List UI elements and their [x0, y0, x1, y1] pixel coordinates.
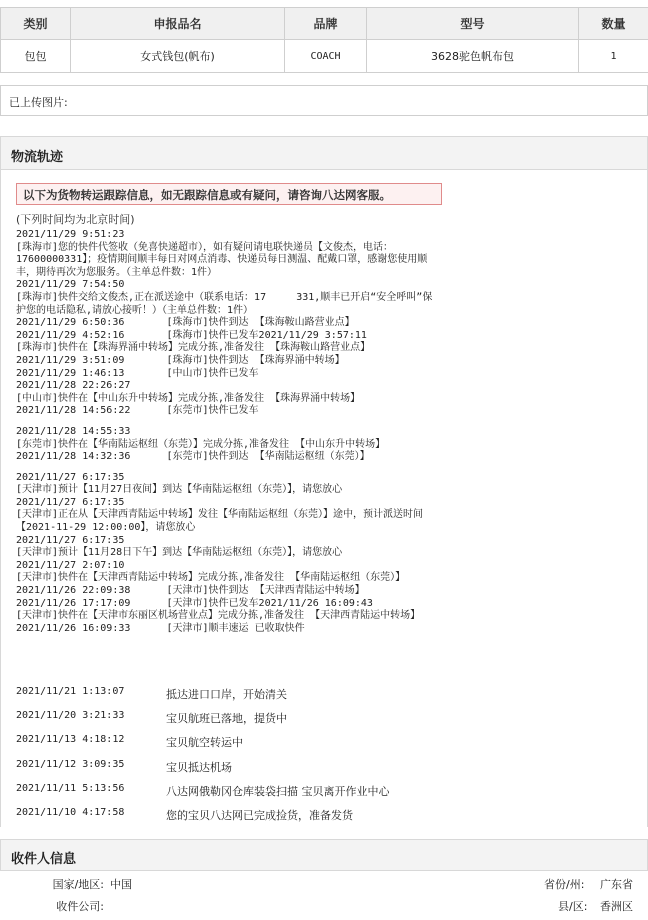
log-line: [天津市]快件在【天津市东丽区机场营业点】完成分拣,准备发往 【天津西青陆运中转场】 [16, 610, 421, 622]
header-brand: 品牌 [285, 8, 367, 40]
event-text: 您的宝贝八达网已完成捡货，准备发货 [166, 808, 353, 822]
event-text: 宝贝抵达机场 [166, 760, 232, 774]
list-item [16, 759, 576, 783]
country-value: 中国 [110, 878, 132, 891]
receiver-row-country [0, 876, 648, 898]
receiver-section-header [0, 839, 648, 871]
log-line: 2021/11/28 14:32:36 [东莞市]快件到达 【华南陆运枢纽（东莞）】 [16, 451, 370, 463]
log-line: 2021/11/27 2:07:10 [16, 559, 125, 571]
tracking-notice: 以下为货物转运跟踪信息，如无跟踪信息或有疑问，请咨询八达网客服。 [16, 183, 442, 205]
log-line: 2021/11/28 14:56:22 [东莞市]快件已发车 [16, 405, 259, 417]
header-model: 型号 [367, 8, 579, 40]
uploaded-images-row [0, 85, 648, 116]
log-line: 2021/11/26 16:09:33 [天津市]顺丰速运 已收取快件 [16, 622, 305, 634]
cell-product-name: 女式钱包(帆布) [71, 40, 285, 73]
log-line: 2021/11/29 3:51:09 [珠海市]快件到达 【珠海界涌中转场】 [16, 354, 345, 366]
log-line: 2021/11/29 9:51:23 [16, 229, 125, 240]
event-text: 宝贝航班已落地，提货中 [166, 712, 287, 726]
list-item [16, 783, 576, 807]
log-line: [珠海市]您的快件代签收（免喜快递超市），如有疑问请电联快递员【文俊杰，电话： [16, 241, 394, 253]
table-row [1, 40, 648, 73]
timezone-note: (下列时间均为北京时间) [16, 213, 135, 226]
declaration-header-row [1, 8, 648, 40]
event-time: 2021/11/12 3:09:35 [16, 758, 125, 770]
log-line: [天津市]预计【11月28日下午】到达【华南陆运枢纽（东莞）】，请您放心 [16, 547, 343, 559]
company-label: 收件公司: [56, 900, 104, 913]
logistics-title: 物流轨迹 [11, 150, 64, 165]
logistics-section-header [0, 136, 648, 170]
event-time: 2021/11/21 1:13:07 [16, 686, 125, 697]
log-line: 丰，期待再次为您服务。（主单总件数：1件） [16, 266, 218, 278]
log-line: 2021/11/27 6:17:35 [16, 471, 125, 483]
header-category: 类别 [1, 8, 71, 40]
declaration-table [0, 7, 648, 73]
event-text: 抵达进口口岸，开始清关 [166, 688, 287, 701]
log-line: [珠海市]快件在【珠海界涌中转场】完成分拣,准备发往 【珠海鞍山路营业点】 [16, 342, 371, 354]
country-label: 国家/地区: [52, 878, 104, 891]
receiver-title: 收件人信息 [11, 852, 77, 867]
cell-model: 3628驼色帆布包 [367, 40, 579, 73]
cell-brand: COACH [285, 40, 367, 73]
log-line: 2021/11/26 17:17:09 [天津市]快件已发车2021/11/26 16:09:43 [16, 597, 373, 609]
event-text: 八达网俄勒冈仓库装袋扫描 宝贝离开作业中心 [166, 784, 390, 798]
log-line: 2021/11/28 14:55:33 [16, 425, 131, 437]
header-quantity: 数量 [579, 8, 648, 40]
list-item [16, 710, 576, 734]
header-product-name: 申报品名 [71, 8, 285, 40]
district-value: 香洲区 [600, 900, 633, 913]
uploaded-images-label: 已上传图片: [9, 96, 68, 109]
event-time: 2021/11/11 5:13:56 [16, 782, 125, 794]
log-spacer [16, 418, 546, 426]
log-line: 【2021-11-29 12:00:00】，请您放心 [16, 522, 196, 534]
log-line: 护您的电话隐私,请放心接听！）（主单总件数：1件） [16, 304, 254, 316]
event-text: 宝贝航空转运中 [166, 736, 243, 750]
list-item [16, 807, 576, 831]
log-line: 2021/11/29 6:50:36 [珠海市]快件到达 【珠海鞍山路营业点】 [16, 317, 355, 329]
list-item [16, 686, 576, 710]
log-line: 2021/11/27 6:17:35 [16, 534, 125, 546]
log-spacer [16, 464, 546, 472]
province-label: 省份/州: [544, 878, 585, 891]
log-line: 2021/11/27 6:17:35 [16, 496, 125, 508]
log-line: 2021/11/29 4:52:16 [珠海市]快件已发车2021/11/29 3:57:11 [16, 329, 367, 341]
log-line: [中山市]快件在【中山东升中转场】完成分拣,准备发往 【珠海界涌中转场】 [16, 392, 361, 404]
log-line: 2021/11/26 22:09:38 [天津市]快件到达 【天津西青陆运中转场】 [16, 585, 365, 597]
log-line: [天津市]正在从【天津西青陆运中转场】发往【华南陆运枢纽（东莞）】途中，预计派送时间 [16, 509, 424, 521]
district-label: 县/区: [558, 900, 588, 913]
log-line: [天津市]快件在【天津西青陆运中转场】完成分拣,准备发往 【华南陆运枢纽（东莞）】 [16, 572, 406, 584]
event-time: 2021/11/13 4:18:12 [16, 734, 125, 746]
list-item [16, 734, 576, 758]
event-time: 2021/11/10 4:17:58 [16, 806, 125, 818]
log-line: 2021/11/29 1:46:13 [中山市]快件已发车 [16, 367, 259, 379]
tracking-log [16, 229, 546, 635]
province-value: 广东省 [600, 878, 633, 891]
receiver-row-company [0, 898, 648, 920]
cell-quantity: 1 [579, 40, 648, 73]
log-line: [天津市]预计【11月27日夜间】到达【华南陆运枢纽（东莞）】，请您放心 [16, 484, 343, 496]
log-line: 2021/11/29 7:54:50 [16, 279, 125, 291]
log-line: 17600000331】；疫情期间顺丰每日对网点消毒、快递员每日测温、配戴口罩，感谢您使用顺 [16, 254, 428, 266]
log-line: 2021/11/28 22:26:27 [16, 380, 131, 392]
overseas-events [16, 686, 576, 831]
log-line: [珠海市]快件交给文俊杰,正在派送途中（联系电话：17 331,顺丰已开启“安全呼叫”保 [16, 291, 433, 303]
log-line: [东莞市]快件在【华南陆运枢纽（东莞）】完成分拣,准备发往 【中山东升中转场】 [16, 438, 386, 450]
event-time: 2021/11/20 3:21:33 [16, 710, 125, 722]
cell-category: 包包 [1, 40, 71, 73]
